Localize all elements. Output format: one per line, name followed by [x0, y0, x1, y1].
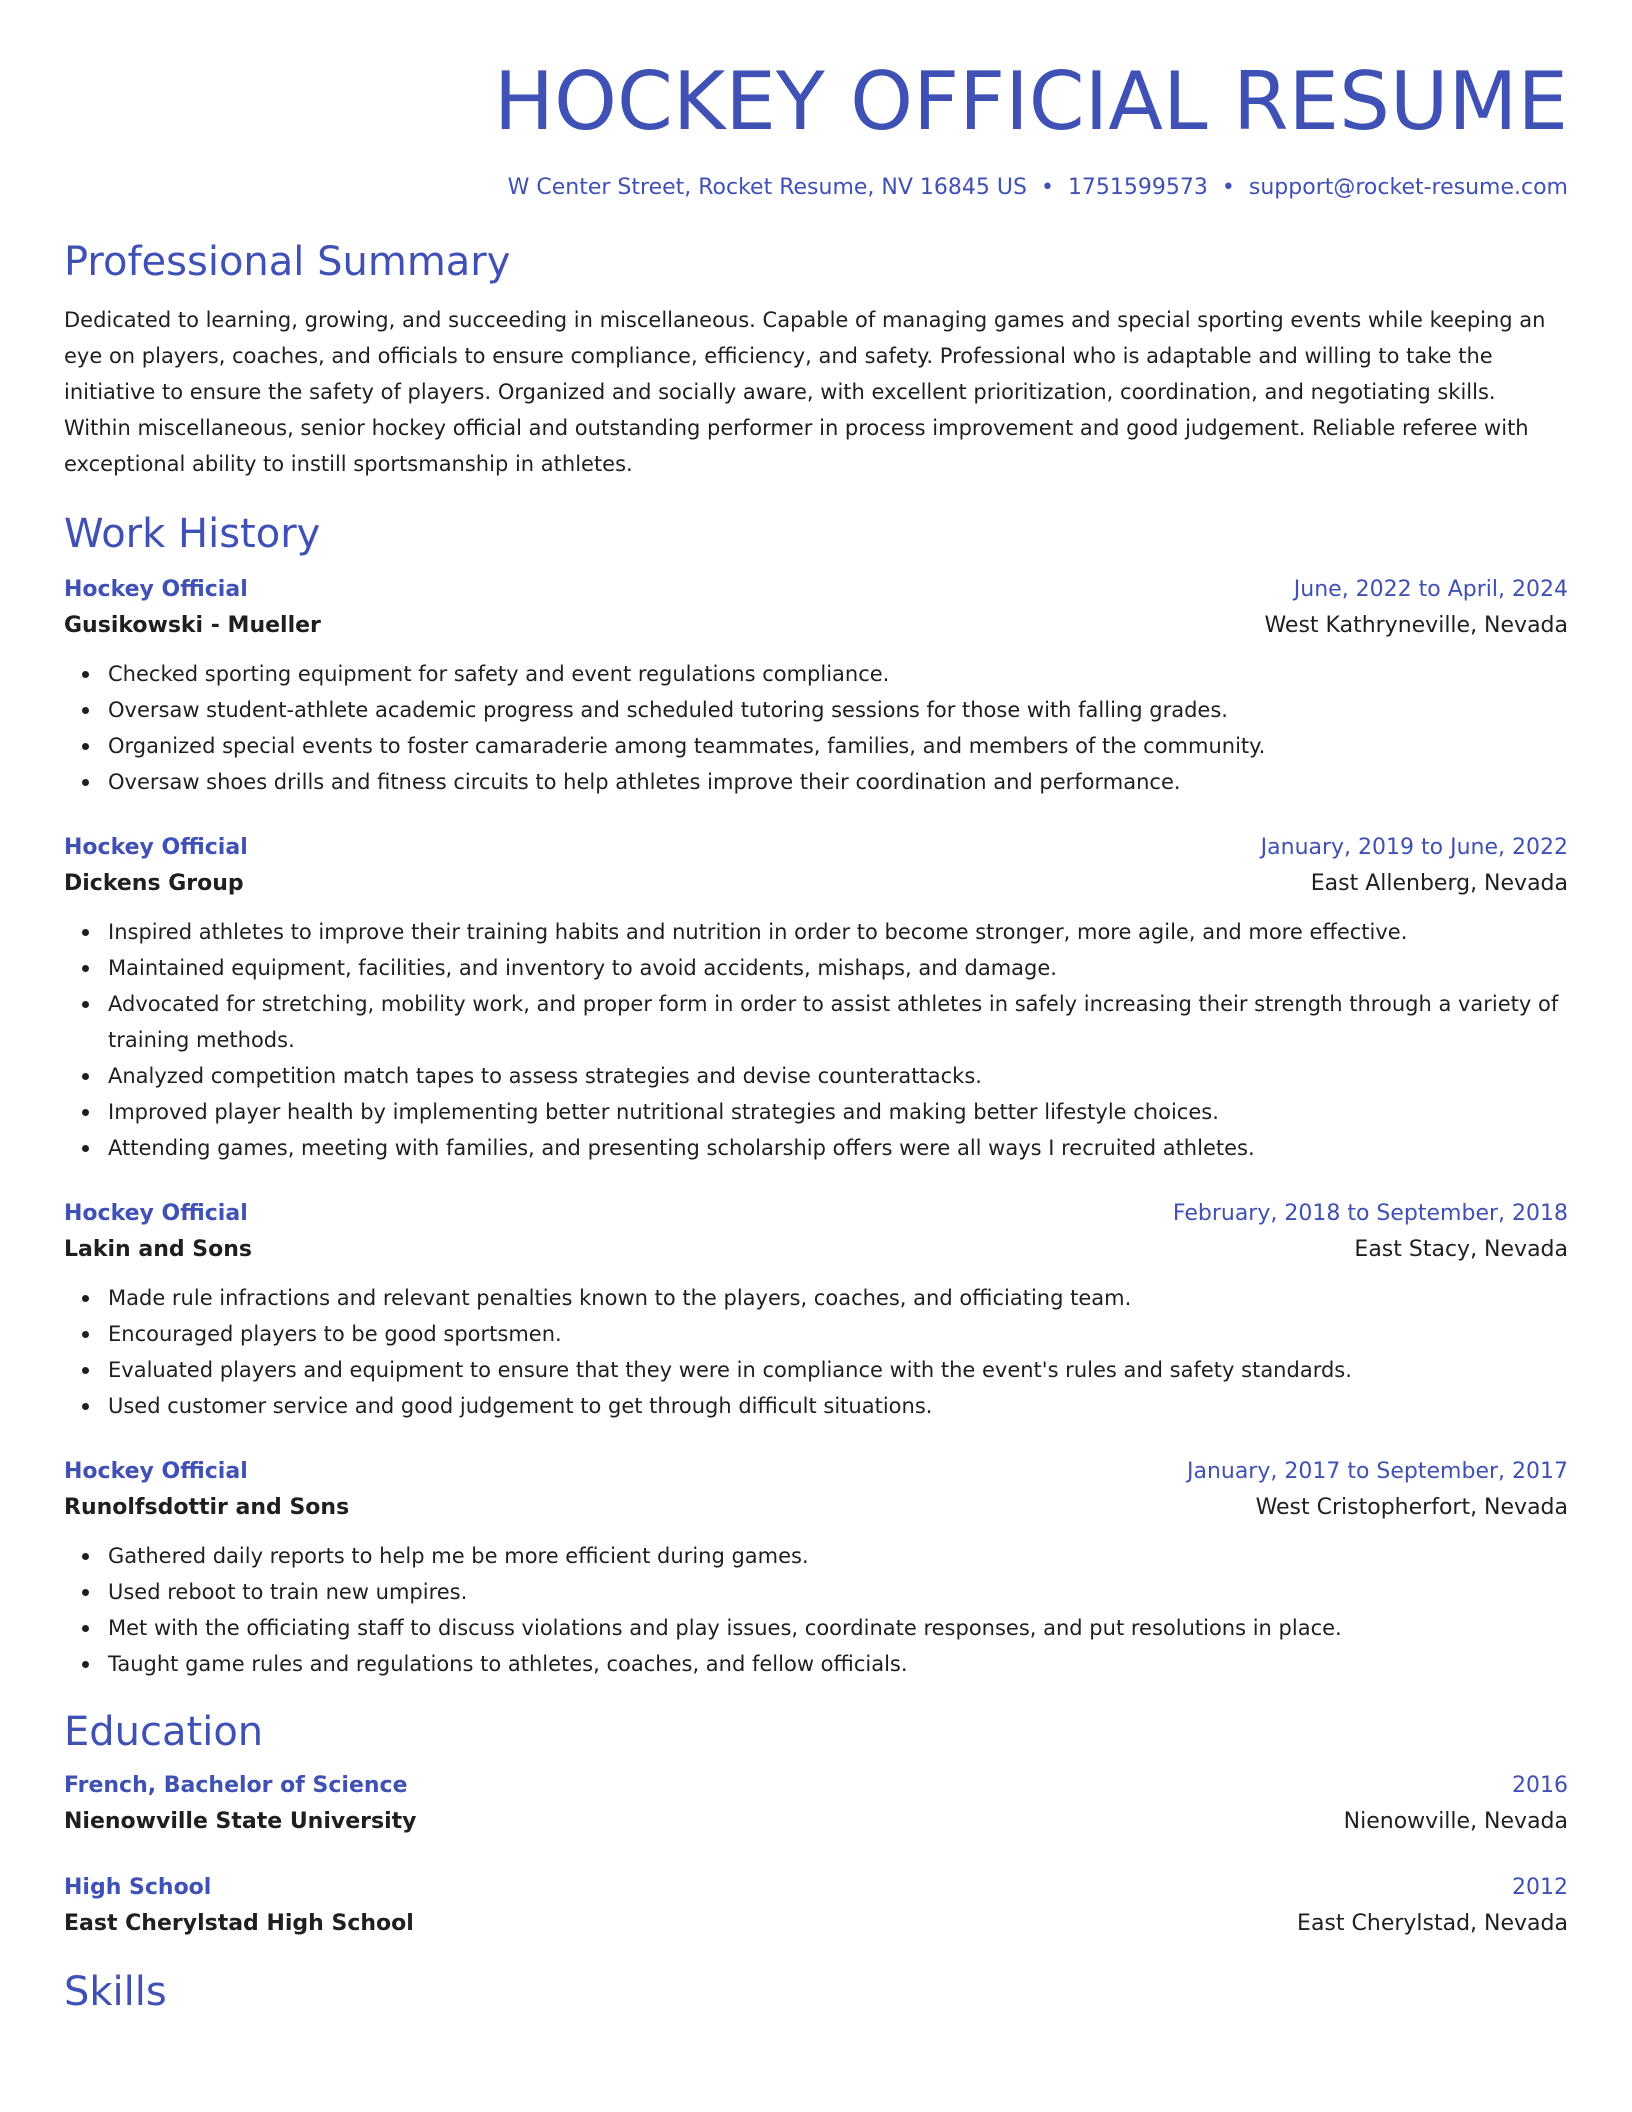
- education-school: Nienowville State University: [64, 1809, 417, 1834]
- job-duty: Oversaw student-athlete academic progress and scheduled tutoring sessions for those with falling grades.: [108, 692, 1568, 728]
- job-duty: Made rule infractions and relevant penalties known to the players, coaches, and officiating team.: [108, 1280, 1568, 1316]
- contact-line: [64, 172, 1568, 204]
- job-dates: February, 2018 to September, 2018: [1172, 1201, 1568, 1226]
- job-duty: Attending games, meeting with families, and presenting scholarship offers were all ways I recruited athletes.: [108, 1130, 1568, 1166]
- contact-address: W Center Street, Rocket Resume, NV 16845 US: [507, 175, 1027, 200]
- job-role: Hockey Official: [64, 1201, 248, 1226]
- job-duties-list: [64, 1280, 1568, 1424]
- job-duty: Evaluated players and equipment to ensure that they were in compliance with the event's rules and safety standards.: [108, 1352, 1568, 1388]
- work-history-heading: Work History: [64, 511, 321, 557]
- education-school: East Cherylstad High School: [64, 1911, 414, 1936]
- contact-separator: •: [1040, 175, 1054, 200]
- job-duty: Used reboot to train new umpires.: [108, 1574, 1568, 1610]
- job-location: East Stacy, Nevada: [1354, 1237, 1568, 1262]
- job-duty: Analyzed competition match tapes to assess strategies and devise counterattacks.: [108, 1058, 1568, 1094]
- job-role: Hockey Official: [64, 835, 248, 860]
- contact-email[interactable]: support@rocket-resume.com: [1248, 175, 1568, 200]
- job-duty: Maintained equipment, facilities, and inventory to avoid accidents, mishaps, and damage.: [108, 950, 1568, 986]
- contact-phone: 1751599573: [1067, 175, 1208, 200]
- education-entry: [64, 1768, 1568, 1840]
- job-entry: [64, 1454, 1568, 1682]
- job-company: Dickens Group: [64, 871, 244, 896]
- job-role: Hockey Official: [64, 577, 248, 602]
- education-heading: Education: [64, 1709, 264, 1755]
- education-year: 2016: [1512, 1773, 1568, 1798]
- job-entry: [64, 830, 1568, 1166]
- education-location: Nienowville, Nevada: [1343, 1809, 1568, 1834]
- summary-text: Dedicated to learning, growing, and succeeding in miscellaneous. Capable of managing games and special sporting events while keeping an eye on players, coaches, and officials to ensure compliance, efficiency, and safety. Professional who is adaptable and willing to take the initiative to ensure the safety of players. Organized and socially aware, with excellent prioritization, coordination, and negotiating skills. Within miscellaneous, senior hockey official and outstanding performer in process improvement and good judgement. Reliable referee with exceptional ability to instill sportsmanship in athletes.: [64, 308, 1546, 476]
- education-degree: High School: [64, 1875, 212, 1900]
- job-company: Runolfsdottir and Sons: [64, 1495, 350, 1520]
- summary-heading: Professional Summary: [64, 239, 511, 285]
- contact-separator: •: [1221, 175, 1235, 200]
- education-entry: [64, 1870, 1568, 1942]
- job-location: West Cristopherfort, Nevada: [1255, 1495, 1568, 1520]
- job-duty: Used customer service and good judgement to get through difficult situations.: [108, 1388, 1568, 1424]
- job-duty: Met with the officiating staff to discuss violations and play issues, coordinate responses, and put resolutions in place.: [108, 1610, 1568, 1646]
- education-year: 2012: [1512, 1875, 1568, 1900]
- job-dates: June, 2022 to April, 2024: [1293, 577, 1568, 602]
- education-location: East Cherylstad, Nevada: [1297, 1911, 1568, 1936]
- skills-heading: Skills: [64, 1969, 167, 2015]
- job-duty: Organized special events to foster camaraderie among teammates, families, and members of the community.: [108, 728, 1568, 764]
- job-duty: Encouraged players to be good sportsmen.: [108, 1316, 1568, 1352]
- job-company: Lakin and Sons: [64, 1237, 252, 1262]
- job-entry: [64, 572, 1568, 800]
- job-duty: Checked sporting equipment for safety and event regulations compliance.: [108, 656, 1568, 692]
- job-location: East Allenberg, Nevada: [1310, 871, 1568, 896]
- job-duty: Inspired athletes to improve their training habits and nutrition in order to become stronger, more agile, and more effective.: [108, 914, 1568, 950]
- education-degree: French, Bachelor of Science: [64, 1773, 408, 1798]
- job-company: Gusikowski - Mueller: [64, 613, 321, 638]
- job-duty: Oversaw shoes drills and fitness circuits to help athletes improve their coordination and performance.: [108, 764, 1568, 800]
- job-duties-list: [64, 914, 1568, 1166]
- job-location: West Kathryneville, Nevada: [1264, 613, 1568, 638]
- resume-page: [64, 0, 1568, 2018]
- job-duty: Taught game rules and regulations to athletes, coaches, and fellow officials.: [108, 1646, 1568, 1682]
- job-entry: [64, 1196, 1568, 1424]
- job-duties-list: [64, 1538, 1568, 1682]
- job-duty: Gathered daily reports to help me be more efficient during games.: [108, 1538, 1568, 1574]
- job-role: Hockey Official: [64, 1459, 248, 1484]
- job-dates: January, 2017 to September, 2017: [1186, 1459, 1568, 1484]
- job-duty: Improved player health by implementing better nutritional strategies and making better lifestyle choices.: [108, 1094, 1568, 1130]
- job-duty: Advocated for stretching, mobility work, and proper form in order to assist athletes in safely increasing their strength through a variety of training methods.: [108, 986, 1568, 1058]
- job-dates: January, 2019 to June, 2022: [1260, 835, 1568, 860]
- resume-title: HOCKEY OFFICIAL RESUME: [493, 55, 1568, 148]
- job-duties-list: [64, 656, 1568, 800]
